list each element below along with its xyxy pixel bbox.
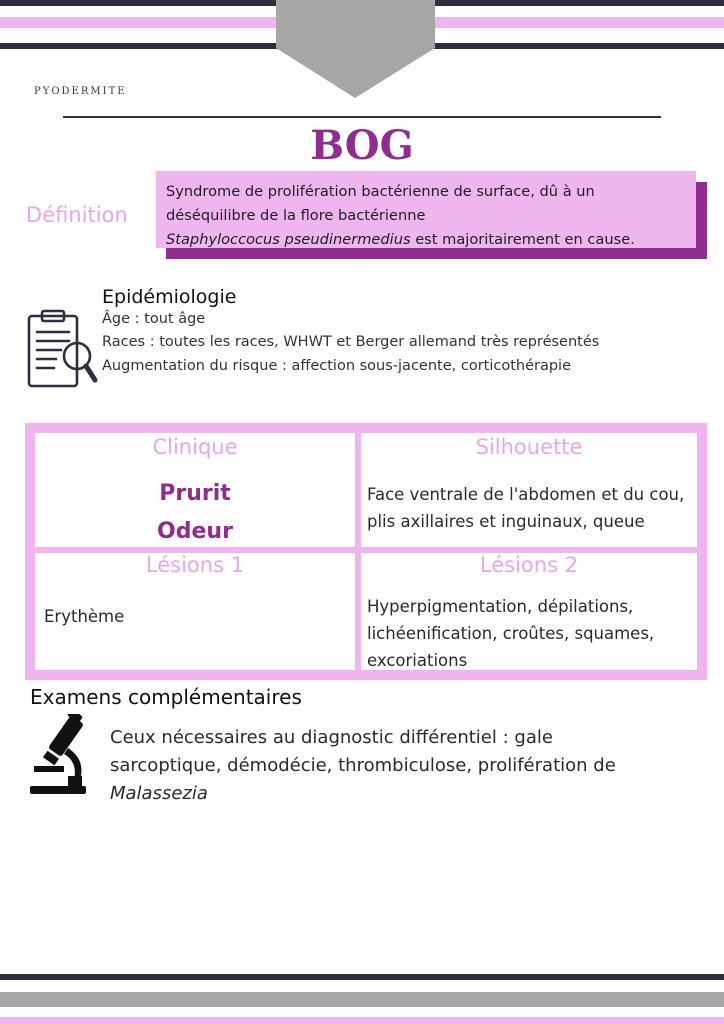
definition-line-2: déséquilibre de la flore bactérienne (166, 207, 426, 224)
category-label: PYODERMITE (34, 86, 127, 97)
clinique-heading: Clinique (152, 435, 238, 459)
definition-label: Définition (26, 203, 128, 227)
epidemiology-line: Races : toutes les races, WHWT et Berger allemand très représentés (102, 334, 600, 350)
definition-species: Staphyloccocus pseudinermedius (166, 231, 411, 248)
lesions1-line: Erythème (44, 607, 125, 626)
page-title: BOG (310, 122, 414, 169)
cell-silhouette (361, 433, 697, 547)
epidemiology-line: Âge : tout âge (102, 311, 206, 327)
epidemiology-title: Epidémiologie (102, 286, 237, 308)
silhouette-heading: Silhouette (475, 435, 583, 459)
cell-lesions-2 (361, 553, 697, 670)
silhouette-line: Face ventrale de l'abdomen et du cou, (367, 485, 685, 504)
lesions2-line: lichéenification, croûtes, squames, (367, 624, 655, 643)
exams-line-1: Ceux nécessaires au diagnostic différentiel : gale (110, 727, 553, 748)
lesions1-heading: Lésions 1 (145, 553, 245, 577)
lesions2-line: Hyperpigmentation, dépilations, (367, 597, 634, 616)
exams-text (110, 724, 690, 808)
bottom-stripe-dark (0, 974, 724, 980)
exams-title: Examens complémentaires (30, 685, 302, 709)
lesions2-heading: Lésions 2 (479, 553, 579, 577)
clinique-item: Odeur (157, 519, 233, 544)
header-rule (63, 116, 661, 118)
definition-box (156, 171, 696, 248)
bottom-stripe-gray (0, 992, 724, 1007)
exams-line-3: Malassezia (110, 783, 208, 804)
cell-lesions-1 (35, 553, 355, 670)
definition-line-1: Syndrome de prolifération bactérienne de surface, dû à un (166, 183, 595, 200)
clinical-grid (25, 423, 707, 680)
clipboard-magnifier-icon (26, 308, 98, 390)
cell-clinique (35, 433, 355, 547)
bottom-stripe-pink (0, 1017, 724, 1024)
epidemiology-line: Augmentation du risque : affection sous-jacente, corticothérapie (102, 358, 572, 374)
exams-line-2: sarcoptique, démodécie, thrombiculose, prolifération de (110, 755, 616, 776)
clinique-item: Prurit (159, 481, 231, 506)
silhouette-line: plis axillaires et inguinaux, queue (367, 512, 645, 531)
chevron-decoration (276, 0, 435, 98)
definition-line-3 (166, 228, 686, 252)
definition-line-3-rest: est majoritairement en cause. (410, 231, 635, 248)
lesions2-line: excoriations (367, 651, 468, 670)
microscope-icon (28, 714, 92, 798)
